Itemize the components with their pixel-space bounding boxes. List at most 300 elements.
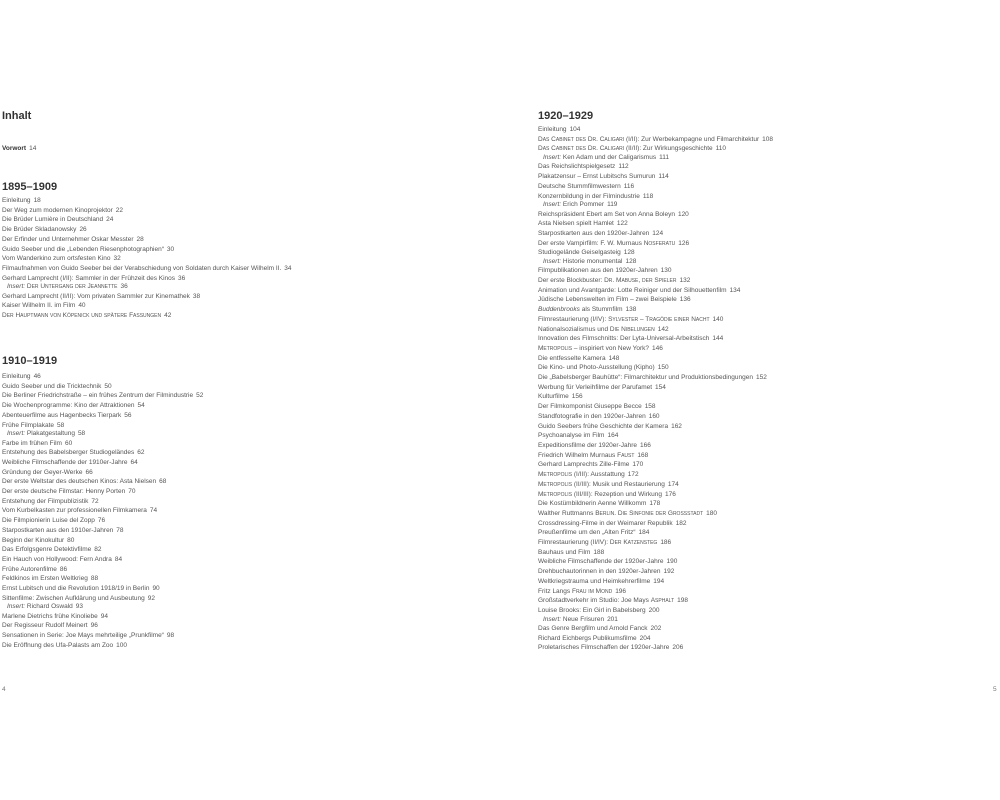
insert-label: Insert: [543,201,562,209]
toc-entry [2,621,203,631]
vorwort-entry [2,145,36,153]
entry-page-number: 116 [623,182,635,190]
entry-page-number: 132 [679,277,691,285]
insert-label: Insert: [543,615,562,623]
insert-label: Insert: [7,430,26,438]
entry-film-title: Dr. Mabuse, der Spieler [604,277,677,285]
entry-title: Gründung der Geyer-Werke [2,468,83,476]
entry-title: Ernst Lubitsch und die Revolution 1918/19 in Berlin [2,585,150,593]
entry-page-number: 108 [762,135,773,143]
entry-title: Buddenbrooks [538,306,580,314]
entry-page-number: 32 [113,255,121,263]
entry-page-number: 128 [623,249,635,257]
toc-entry [2,292,292,302]
entry-title: Kulturfilme [538,393,569,401]
entry-title: Der erste Blockbuster: [538,277,605,285]
toc-entry [2,516,203,526]
toc-entry [2,631,203,641]
entry-title: Das Cabinet des Dr. Caligari [538,145,625,153]
entry-page-number: 182 [675,519,687,527]
entry-page-number: 198 [677,597,688,605]
entry-title: Plakatgestaltung [26,430,75,438]
entry-page-number: 76 [97,517,106,525]
entry-page-number: 134 [729,286,741,294]
entry-page-number: 154 [655,383,666,391]
toc-entry [538,286,773,296]
entry-title: Guido Seeber und die „Lebenden Riesenphotographien“ [2,245,164,253]
toc-entry [2,235,292,245]
section-title-1920: 1920–1929 [538,110,594,122]
entry-page-number: 184 [638,529,650,537]
entry-title: Proletarisches Filmschaffen der 1920er-Jahre [538,644,670,652]
toc-entry [538,325,773,335]
toc-entry [538,596,773,606]
toc-entry [538,229,773,239]
entry-title: Filmrestaurierung (I/IV): [538,315,609,323]
entry-title: Standfotografie in den 1920er-Jahren [538,412,646,420]
entry-title: Der Hauptmann von Köpenick und spätere Fassungen [2,312,162,320]
entry-title: Weltkriegstrauma und Heimkehrerfilme [538,577,651,585]
entry-page-number: 24 [106,216,114,224]
toc-entry [2,372,203,382]
entry-title: Einleitung [538,126,567,133]
right-page [500,0,1000,800]
entry-page-number: 38 [192,292,201,300]
entry-page-number: 60 [64,439,73,447]
entry-page-number: 110 [715,145,727,153]
toc-entry [2,254,292,264]
entry-page-number: 124 [652,229,664,237]
entry-title: Richard Oswald [26,603,73,611]
toc-entry [2,487,203,497]
entry-page-number: 164 [607,432,619,440]
entry-page-number: 52 [196,392,204,400]
toc-entry [2,526,203,536]
toc-entry [2,555,203,565]
entry-title: Metropolis [538,480,573,488]
insert-label: Insert: [7,283,26,291]
entry-page-number: 68 [159,478,167,486]
entry-title: Konzernbildung in der Filmindustrie [538,192,640,200]
entry-page-number: 112 [618,163,629,171]
toc-entry [538,315,773,325]
entry-page-number: 196 [615,587,627,595]
toc-entry [538,295,773,305]
entry-title: Entstehung des Babelsberger Studiogeländes [2,449,135,457]
toc-entry [538,460,773,470]
toc-entry [538,239,773,249]
entry-subtitle: – inspiriert von New York? [572,344,650,352]
entry-title: Die Berliner Friedrichstraße – ein frühes Zentrum der Filmindustrie [2,392,194,400]
entry-title: Preußenfilme um den „Alten Fritz“ [538,529,636,537]
toc-entry [538,509,773,519]
toc-entry [538,431,773,441]
toc-entry [538,499,773,509]
toc-entry [538,480,773,490]
entry-page-number: 188 [593,548,605,556]
entry-film-title: Frau im Mond [571,587,613,595]
toc-entry [538,219,773,229]
entry-title: Nationalsozialismus und [538,325,610,333]
entry-page-number: 46 [33,373,41,380]
toc-entry [2,274,292,284]
toc-entry [538,144,773,154]
toc-entry [538,276,773,286]
toc-entry [2,301,292,311]
entry-page-number: 18 [33,197,41,204]
toc-entry [2,536,203,546]
entry-page-number: 30 [166,245,175,253]
toc-entry [2,421,203,431]
entry-title: Der Weg zum modernen Kinoprojektor [2,206,113,214]
entry-page-number: 22 [115,206,124,214]
entry-title: Richard Eichbergs Publikumsfilme [538,634,637,642]
toc-entry [538,192,773,202]
toc-entry [538,587,773,597]
entry-page-number: 74 [149,507,158,515]
entry-page-number: 152 [756,374,767,382]
entry-page-number: 92 [147,594,155,602]
entry-page-number: 162 [671,422,682,430]
entry-title: Starpostkarten aus den 1920er-Jahren [538,229,650,237]
entry-page-number: 190 [666,558,678,566]
entry-page-number: 172 [627,471,639,479]
toc-insert-entry [2,430,203,438]
entry-title: Das Genre Bergfilm und Arnold Fanck [538,624,648,632]
entry-title: Marlene Dietrichs frühe Kinoliebe [2,612,98,620]
entry-page-number: 204 [639,634,651,642]
toc-entry [2,391,203,401]
entry-title: Vom Kurbelkasten zur professionellen Filmkamera [2,507,147,515]
entry-page-number: 40 [78,302,86,310]
entry-title: Filmaufnahmen von Guido Seeber bei der Verabschiedung von Soldaten durch Kaiser Wilhelm II. [2,264,282,272]
entry-title: Farbe im frühen Film [2,439,62,447]
entry-title: Einleitung [2,373,31,380]
entry-film-title: Sylvester – Tragödie einer Nacht [608,315,710,323]
toc-entry [2,545,203,555]
insert-label: Insert: [543,154,562,162]
entry-title: Die Kino- und Photo-Ausstellung (Kipho) [538,364,655,372]
toc-entry [538,577,773,587]
entry-title: Ken Adam und der Caligarismus [562,154,657,162]
toc-entry [538,334,773,344]
entry-page-number: 166 [640,441,651,449]
entry-title: Die Wochenprogramme: Kino der Attraktionen [2,402,135,410]
entry-title: Gerhard Lamprechts Zille-Filme [538,461,630,469]
entry-page-number: 176 [665,490,676,498]
entry-page-number: 200 [648,606,660,614]
entry-page-number: 201 [607,615,618,623]
toc-entry [538,248,773,258]
entry-title: Animation und Avantgarde: Lotte Reiniger und der Silhouettenfilm [538,286,727,294]
toc-entry [2,468,203,478]
entry-page-number: 104 [569,126,581,133]
toc-entry [538,266,773,276]
entry-title: Weibliche Filmschaffende der 1910er-Jahre [2,458,128,466]
entry-page-number: 98 [166,632,175,640]
page-number-left: 4 [2,686,6,693]
toc-entry [538,548,773,558]
entry-title: Einleitung [2,197,31,204]
toc-entry [2,497,203,507]
entry-page-number: 148 [608,354,620,362]
entry-title: Metropolis [538,471,573,479]
toc-entry [538,392,773,402]
toc-entry [538,125,773,135]
entry-title: Die „Babelsberger Bauhütte“: Filmarchitektur und Produktionsbedingungen [538,374,753,382]
entry-title: Sensationen in Serie: Joe Mays mehrteilige „Prunkfilme“ [2,632,164,640]
toc-entry [2,574,203,584]
entry-title: Psychoanalyse im Film [538,432,605,440]
toc-entry [2,401,203,411]
toc-entry [2,565,203,575]
entry-title: Gerhard Lamprecht (II/II): Vom privaten Sammler zur Kinemathek [2,292,190,300]
entry-title: Das Cabinet des Dr. Caligari [538,135,625,143]
entry-page-number: 64 [130,458,138,466]
entry-page-number: 146 [652,344,663,352]
entry-page-number: 126 [678,239,690,247]
entry-title: Abenteuerfilme aus Hagenbecks Tierpark [2,411,122,419]
entry-title: Friedrich Wilhelm Murnaus [538,451,618,459]
insert-label: Insert: [7,603,26,611]
toc-entry [538,606,773,616]
toc-entry [2,612,203,622]
entry-title: Großstadtverkehr im Studio: Joe Mays [538,597,651,605]
entry-title: Sittenfilme: Zwischen Aufklärung und Ausbeutung [2,594,145,602]
toc-entry [538,643,773,653]
vorwort-page: 14 [29,145,37,152]
entry-title: Starpostkarten aus den 1910er-Jahren [2,526,114,534]
entry-page-number: 34 [284,264,292,272]
toc-entry [2,439,203,449]
toc-insert-entry [2,283,292,291]
entry-title: Weibliche Filmschaffende der 1920er-Jahre [538,558,664,566]
entry-title: Die Filmpionierin Luise del Zopp [2,517,95,525]
entry-title: Das Erfolgsgenre Detektivfilme [2,546,92,554]
entry-title: Neue Frisuren [562,615,605,623]
entry-title: Drehbuchautorinnen in den 1920er-Jahren [538,568,661,576]
entry-page-number: 168 [637,451,649,459]
toc-list-1910 [2,372,203,651]
entry-title: Frühe Filmplakate [2,421,55,429]
entry-title: Das Reichslichtspielgesetz [538,163,616,171]
entry-page-number: 36 [178,274,186,282]
entry-film-title: Faust [617,451,635,459]
toc-entry [2,264,292,274]
toc-entry [538,412,773,422]
entry-page-number: 88 [90,575,99,583]
entry-title: Die Brüder Lumière in Deutschland [2,216,104,224]
entry-page-number: 80 [67,536,75,544]
entry-title: Feldkinos im Ersten Weltkrieg [2,575,88,583]
entry-page-number: 158 [644,403,656,411]
entry-page-number: 86 [59,565,68,573]
entry-page-number: 56 [124,411,132,419]
toc-entry [2,584,203,594]
entry-title: Der Untergang der Jeannette [26,283,118,291]
toc-entry [2,215,292,225]
entry-film-title: Asphalt [650,597,675,605]
toc-entry [538,383,773,393]
entry-title: Bauhaus und Film [538,548,591,556]
entry-page-number: 28 [136,235,144,243]
section-title-1895: 1895–1909 [2,181,58,193]
entry-title: Gerhard Lamprecht (I/II): Sammler in der Frühzeit des Kinos [2,274,176,282]
entry-title: Filmpublikationen aus den 1920er-Jahren [538,267,658,275]
entry-subtitle: (II/III): Musik und Restaurierung [572,480,665,488]
toc-entry [538,557,773,567]
toc-entry [538,182,773,192]
entry-page-number: 93 [75,603,83,611]
entry-page-number: 66 [85,468,93,476]
toc-entry [538,519,773,529]
toc-entry [538,402,773,412]
entry-page-number: 70 [128,488,136,496]
entry-page-number: 192 [663,568,675,576]
entry-title: Crossdressing-Filme in der Weimarer Republik [538,519,673,527]
entry-page-number: 96 [90,622,98,630]
entry-page-number: 62 [137,449,145,457]
toc-entry [2,225,292,235]
toc-entry [2,506,203,516]
entry-page-number: 186 [660,539,672,547]
entry-title: Deutsche Stummfilmwestern [538,182,621,190]
entry-page-number: 58 [57,421,65,429]
entry-page-number: 130 [660,267,672,275]
entry-page-number: 26 [79,226,87,234]
entry-title: Die entfesselte Kamera [538,354,606,362]
entry-page-number: 178 [649,500,661,508]
entry-page-number: 114 [658,173,669,181]
entry-page-number: 84 [114,555,123,563]
entry-title: Filmrestaurierung (II/IV): [538,539,610,547]
entry-page-number: 156 [571,393,583,401]
entry-page-number: 58 [77,430,86,438]
entry-film-title: Der Katzensteg [609,539,658,547]
entry-title: Reichspräsident Ebert am Set von Anna Boleyn [538,210,675,218]
entry-title: Die Kostümbildnerin Aenne Willkomm [538,500,647,508]
entry-page-number: 54 [137,402,145,410]
entry-title: Der Filmkomponist Giuseppe Becce [538,403,642,411]
toc-entry [538,634,773,644]
entry-title: Beginn der Kinokultur [2,536,65,544]
entry-page-number: 206 [672,644,684,652]
contents-heading: Inhalt [2,110,32,122]
insert-label: Insert: [543,258,562,266]
toc-entry [538,567,773,577]
toc-entry [2,448,203,458]
entry-subtitle: (II/II): Zur Wirkungsgeschichte [624,145,713,153]
toc-entry [538,470,773,480]
entry-subtitle: als Stummfilm [579,306,623,314]
toc-entry [2,311,292,321]
entry-title: Metropolis [538,344,573,352]
entry-title: Guido Seebers frühe Geschichte der Kamera [538,422,669,430]
entry-page-number: 100 [116,641,128,649]
toc-entry [538,135,773,145]
entry-title: Fritz Langs [538,587,572,595]
toc-entry [538,363,773,373]
entry-title: Die Brüder Skladanowsky [2,226,77,234]
toc-entry [2,382,203,392]
toc-entry [538,172,773,182]
toc-entry [2,196,292,206]
entry-subtitle: (I/II): Zur Werbekampagne und Filmarchitektur [624,135,760,143]
entry-page-number: 94 [100,612,108,620]
entry-title: Plakatzensur – Ernst Lubitschs Sumurun [538,173,656,181]
entry-page-number: 174 [667,480,679,488]
entry-film-title: Berlin. Die Sinfonie der Großstadt [595,509,704,517]
toc-entry [2,206,292,216]
entry-title: Louise Brooks: Ein Girl in Babelsberg [538,606,646,614]
entry-page-number: 170 [632,461,644,469]
entry-page-number: 128 [625,258,637,266]
toc-entry [538,528,773,538]
entry-page-number: 142 [657,325,669,333]
entry-film-title: Nosferatu [643,239,676,247]
entry-title: Der Regisseur Rudolf Meinert [2,622,88,630]
entry-page-number: 120 [677,210,689,218]
toc-entry [538,373,773,383]
entry-page-number: 119 [607,201,618,209]
entry-page-number: 202 [650,624,662,632]
entry-title: Der Erfinder und Unternehmer Oskar Messter [2,235,134,243]
toc-entry [538,344,773,354]
entry-title: Der erste deutsche Filmstar: Henny Porten [2,488,126,496]
toc-entry [2,245,292,255]
toc-entry [538,624,773,634]
entry-film-title: Die Nibelungen [609,325,655,333]
entry-page-number: 36 [120,283,128,291]
entry-page-number: 82 [94,546,102,554]
entry-subtitle: (I/III): Ausstattung [572,471,625,479]
entry-page-number: 144 [712,335,724,343]
section-title-1910: 1910–1919 [2,355,58,367]
entry-title: Historie monumental [562,258,623,266]
toc-entry [538,490,773,500]
entry-page-number: 78 [116,526,124,534]
entry-page-number: 90 [152,585,160,593]
entry-title: Erich Pommer [562,201,605,209]
toc-entry [2,477,203,487]
entry-title: Metropolis [538,490,573,498]
entry-page-number: 50 [104,382,112,390]
vorwort-label: Vorwort [2,145,27,152]
entry-title: Entstehung der Filmpublizistik [2,497,89,505]
entry-title: Walther Ruttmanns [538,509,596,517]
toc-insert-entry [538,258,773,266]
toc-entry [538,451,773,461]
toc-insert-entry [538,616,773,624]
entry-title: Studiogelände Geiselgasteig [538,249,621,257]
entry-title: Guido Seeber und die Tricktechnik [2,382,102,390]
entry-page-number: 138 [625,306,637,314]
entry-title: Asta Nielsen spielt Hamlet [538,220,614,228]
entry-title: Jüdische Lebenswelten im Film – zwei Beispiele [538,296,677,304]
toc-entry [2,641,203,651]
entry-title: Innovation des Filmschnitts: Der Lyta-Universal-Arbeitstisch [538,335,710,343]
entry-page-number: 150 [657,364,669,372]
toc-entry [2,411,203,421]
entry-page-number: 111 [659,154,669,162]
toc-entry [538,538,773,548]
toc-insert-entry [538,154,773,162]
entry-page-number: 118 [642,192,654,200]
toc-list-1920 [538,125,773,653]
toc-entry [538,305,773,315]
entry-title: Vom Wanderkino zum ortsfesten Kino [2,255,111,263]
entry-title: Werbung für Verleihfilme der Parufamet [538,383,653,391]
